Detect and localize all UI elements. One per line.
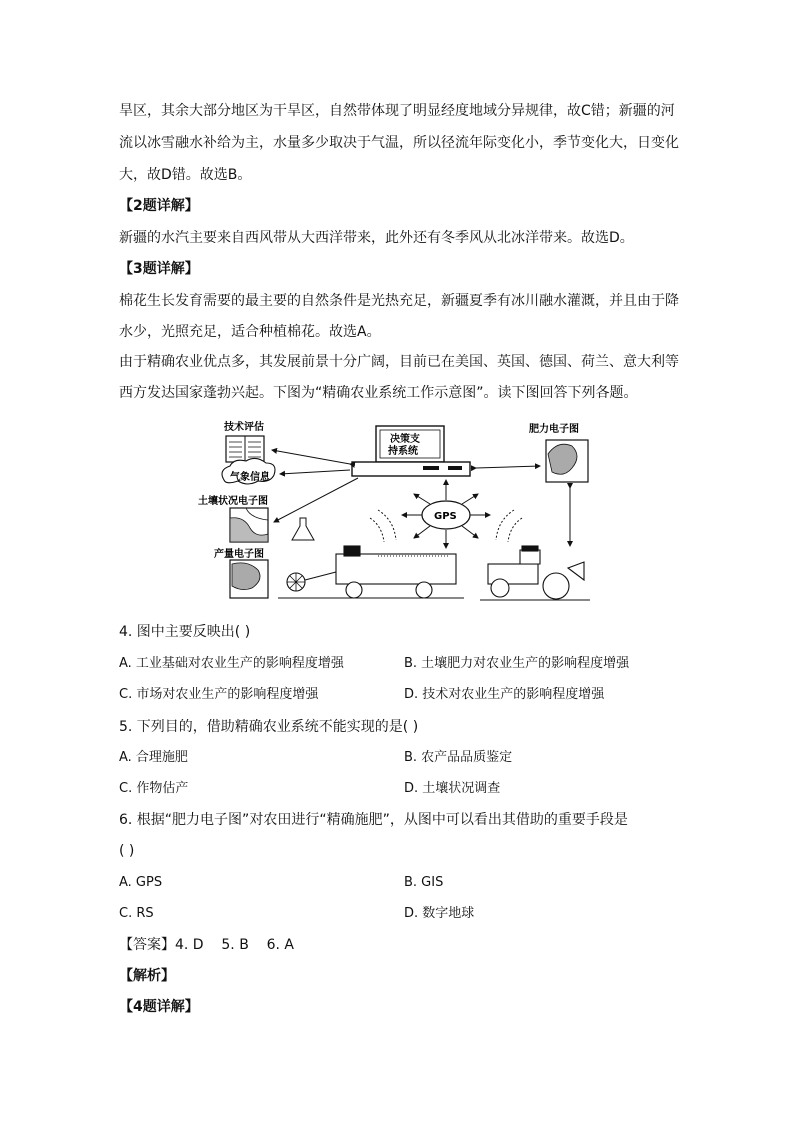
paragraph-line: 由于精确农业优点多，其发展前景十分广阔，目前已在美国、英国、德国、荷兰、意大利等 — [119, 354, 679, 370]
label-soil-map: 土壤状况电子图 — [198, 496, 268, 507]
flask-icon — [292, 518, 314, 540]
paragraph-line: 流以冰雪融水补给为主，水量多少取决于气温，所以径流年际变化小，季节变化大，日变化 — [119, 135, 679, 151]
harvester-icon — [278, 546, 464, 598]
paragraph-line: 新疆的水汽主要来自西风带从大西洋带来，此外还有冬季风从北冰洋带来。故选D。 — [119, 230, 634, 246]
label-gps: GPS — [434, 511, 457, 522]
label-weather-info: 气象信息 — [230, 472, 270, 483]
soil-map-icon — [230, 508, 268, 542]
question-6-option-a: A. GPS — [119, 875, 163, 890]
paragraph-line: 棉花生长发育需要的最主要的自然条件是光热充足，新疆夏季有冰川融水灌溉，并且由于降 — [119, 293, 679, 309]
question-5-option-c: C. 作物估产 — [119, 781, 189, 796]
question-4-stem: 4. 图中主要反映出( ) — [119, 624, 251, 640]
fertility-map-icon — [546, 440, 588, 482]
paragraph-line: 西方发达国家蓬勃兴起。下图为“精确农业系统工作示意图”。读下图回答下列各题。 — [119, 385, 638, 401]
question-6-option-b: B. GIS — [404, 875, 444, 890]
label-fertility-map: 肥力电子图 — [529, 424, 579, 435]
question-5-stem: 5. 下列目的，借助精确农业系统不能实现的是( ) — [119, 719, 419, 735]
paragraph-line: 大，故D错。故选B。 — [119, 167, 252, 183]
label-decision-support: 持系统 — [388, 446, 418, 457]
question-5-option-d: D. 土壤状况调查 — [404, 781, 501, 796]
paragraph-line: 水少，光照充足，适合种植棉花。故选A。 — [119, 324, 381, 340]
question-6-stem: ( ) — [119, 843, 135, 859]
label-yield-map: 产量电子图 — [214, 549, 264, 560]
question-5-option-a: A. 合理施肥 — [119, 750, 188, 765]
answer-line: 【答案】4. D 5. B 6. A — [119, 937, 294, 953]
tractor-icon — [480, 546, 590, 600]
question-4-option-a: A. 工业基础对农业生产的影响程度增强 — [119, 656, 344, 671]
label-decision-support: 决策支 — [390, 434, 420, 445]
label-tech-eval: 技术评估 — [224, 422, 264, 433]
question-4-option-b: B. 土壤肥力对农业生产的影响程度增强 — [404, 656, 630, 671]
question-6-option-d: D. 数字地球 — [404, 906, 475, 921]
precision-agriculture-diagram — [198, 414, 606, 604]
question-5-option-b: B. 农产品品质鉴定 — [404, 750, 513, 765]
question-6-stem: 6. 根据“肥力电子图”对农田进行“精确施肥”，从图中可以看出其借助的重要手段是 — [119, 812, 628, 828]
yield-map-icon — [230, 560, 268, 598]
analysis-heading: 【解析】 — [119, 968, 175, 984]
section-heading-4: 【4题详解】 — [119, 999, 199, 1015]
section-heading-3: 【3题详解】 — [119, 261, 199, 277]
question-6-option-c: C. RS — [119, 906, 154, 921]
paragraph-line: 旱区，其余大部分地区为干旱区，自然带体现了明显经度地域分异规律，故C错；新疆的河 — [119, 103, 675, 119]
question-4-option-c: C. 市场对农业生产的影响程度增强 — [119, 687, 319, 702]
section-heading-2: 【2题详解】 — [119, 198, 199, 214]
question-4-option-d: D. 技术对农业生产的影响程度增强 — [404, 687, 605, 702]
book-icon — [226, 436, 264, 462]
